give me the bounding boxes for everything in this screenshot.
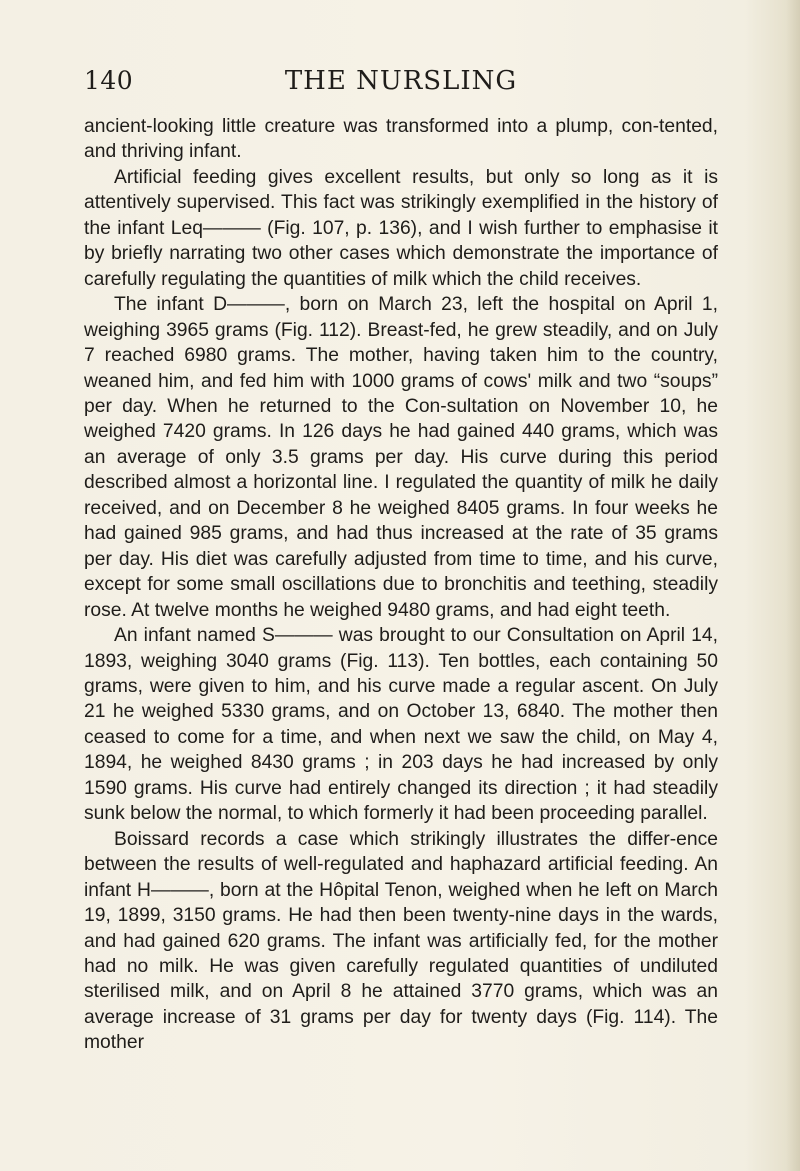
paragraph-continuation: ancient-looking little creature was transformed into a plump, con-tented, and thriving infant. bbox=[84, 116, 718, 163]
paragraph-boissard-case: Boissard records a case which strikingly illustrates the differ-ence between the results of well-regulated and haphazard artificial feeding. An infant H———, born at the Hôpital Tenon, weighed when he left on March 19, 1899, 3150 grams. He had then been twenty-nine days in the wards, and had gained 620 grams. The infant was artificially fed, for the mother had no milk. He was given carefully regulated quantities of undiluted sterilised milk, and on April 8 he attained 3770 grams, which was an average increase of 31 grams per day for twenty days (Fig. 114). The mother bbox=[84, 828, 718, 1054]
paragraph-infant-d-case: The infant D———, born on March 23, left the hospital on April 1, weighing 3965 grams (Fig. 112). Breast-fed, he grew steadily, and on July 7 reached 6980 grams. The mother, having taken him to the country, weaned him, and fed him with 1000 grams of cows' milk and two “soups” per day. When he returned to the Con-sultation on November 10, he weighed 7420 grams. In 126 days he had gained 440 grams, which was an average of only 3.5 grams per day. His curve during this period described almost a horizontal line. I regulated the quantity of milk he daily received, and on December 8 he weighed 8405 grams. In four weeks he had gained 985 grams, and had thus increased at the rate of 35 grams per day. His diet was carefully adjusted from time to time, and his curve, except for some small oscillations due to bronchitis and teething, steadily rose. At twelve months he weighed 9480 grams, and had eight teeth. bbox=[84, 294, 718, 621]
paragraph-artificial-feeding: Artificial feeding gives excellent results, but only so long as it is attentively supervised. This fact was strikingly exemplified in the history of the infant Leq——— (Fig. 107, p. 136), and I wish further to emphasise it by briefly narrating two other cases which demonstrate the importance of carefully regulating the quantities of milk which the child receives. bbox=[84, 166, 718, 290]
page-header bbox=[84, 66, 718, 106]
paragraph-infant-s-case: An infant named S——— was brought to our Consultation on April 14, 1893, weighing 3040 grams (Fig. 113). Ten bottles, each containing 50 grams, were given to him, and his curve made a regular ascent. On July 21 he weighed 5330 grams, and on October 13, 6840. The mother then ceased to come for a time, and when next we saw the child, on May 4, 1894, he weighed 8430 grams ; in 203 days he had increased by only 1590 grams. His curve had entirely changed its direction ; it had steadily sunk below the normal, to which formerly it had been proceeding parallel. bbox=[84, 625, 718, 825]
page-number: 140 bbox=[84, 66, 134, 95]
page-edge-shadow bbox=[786, 0, 800, 1171]
body-text bbox=[84, 114, 718, 1056]
running-head: THE NURSLING bbox=[284, 66, 518, 96]
